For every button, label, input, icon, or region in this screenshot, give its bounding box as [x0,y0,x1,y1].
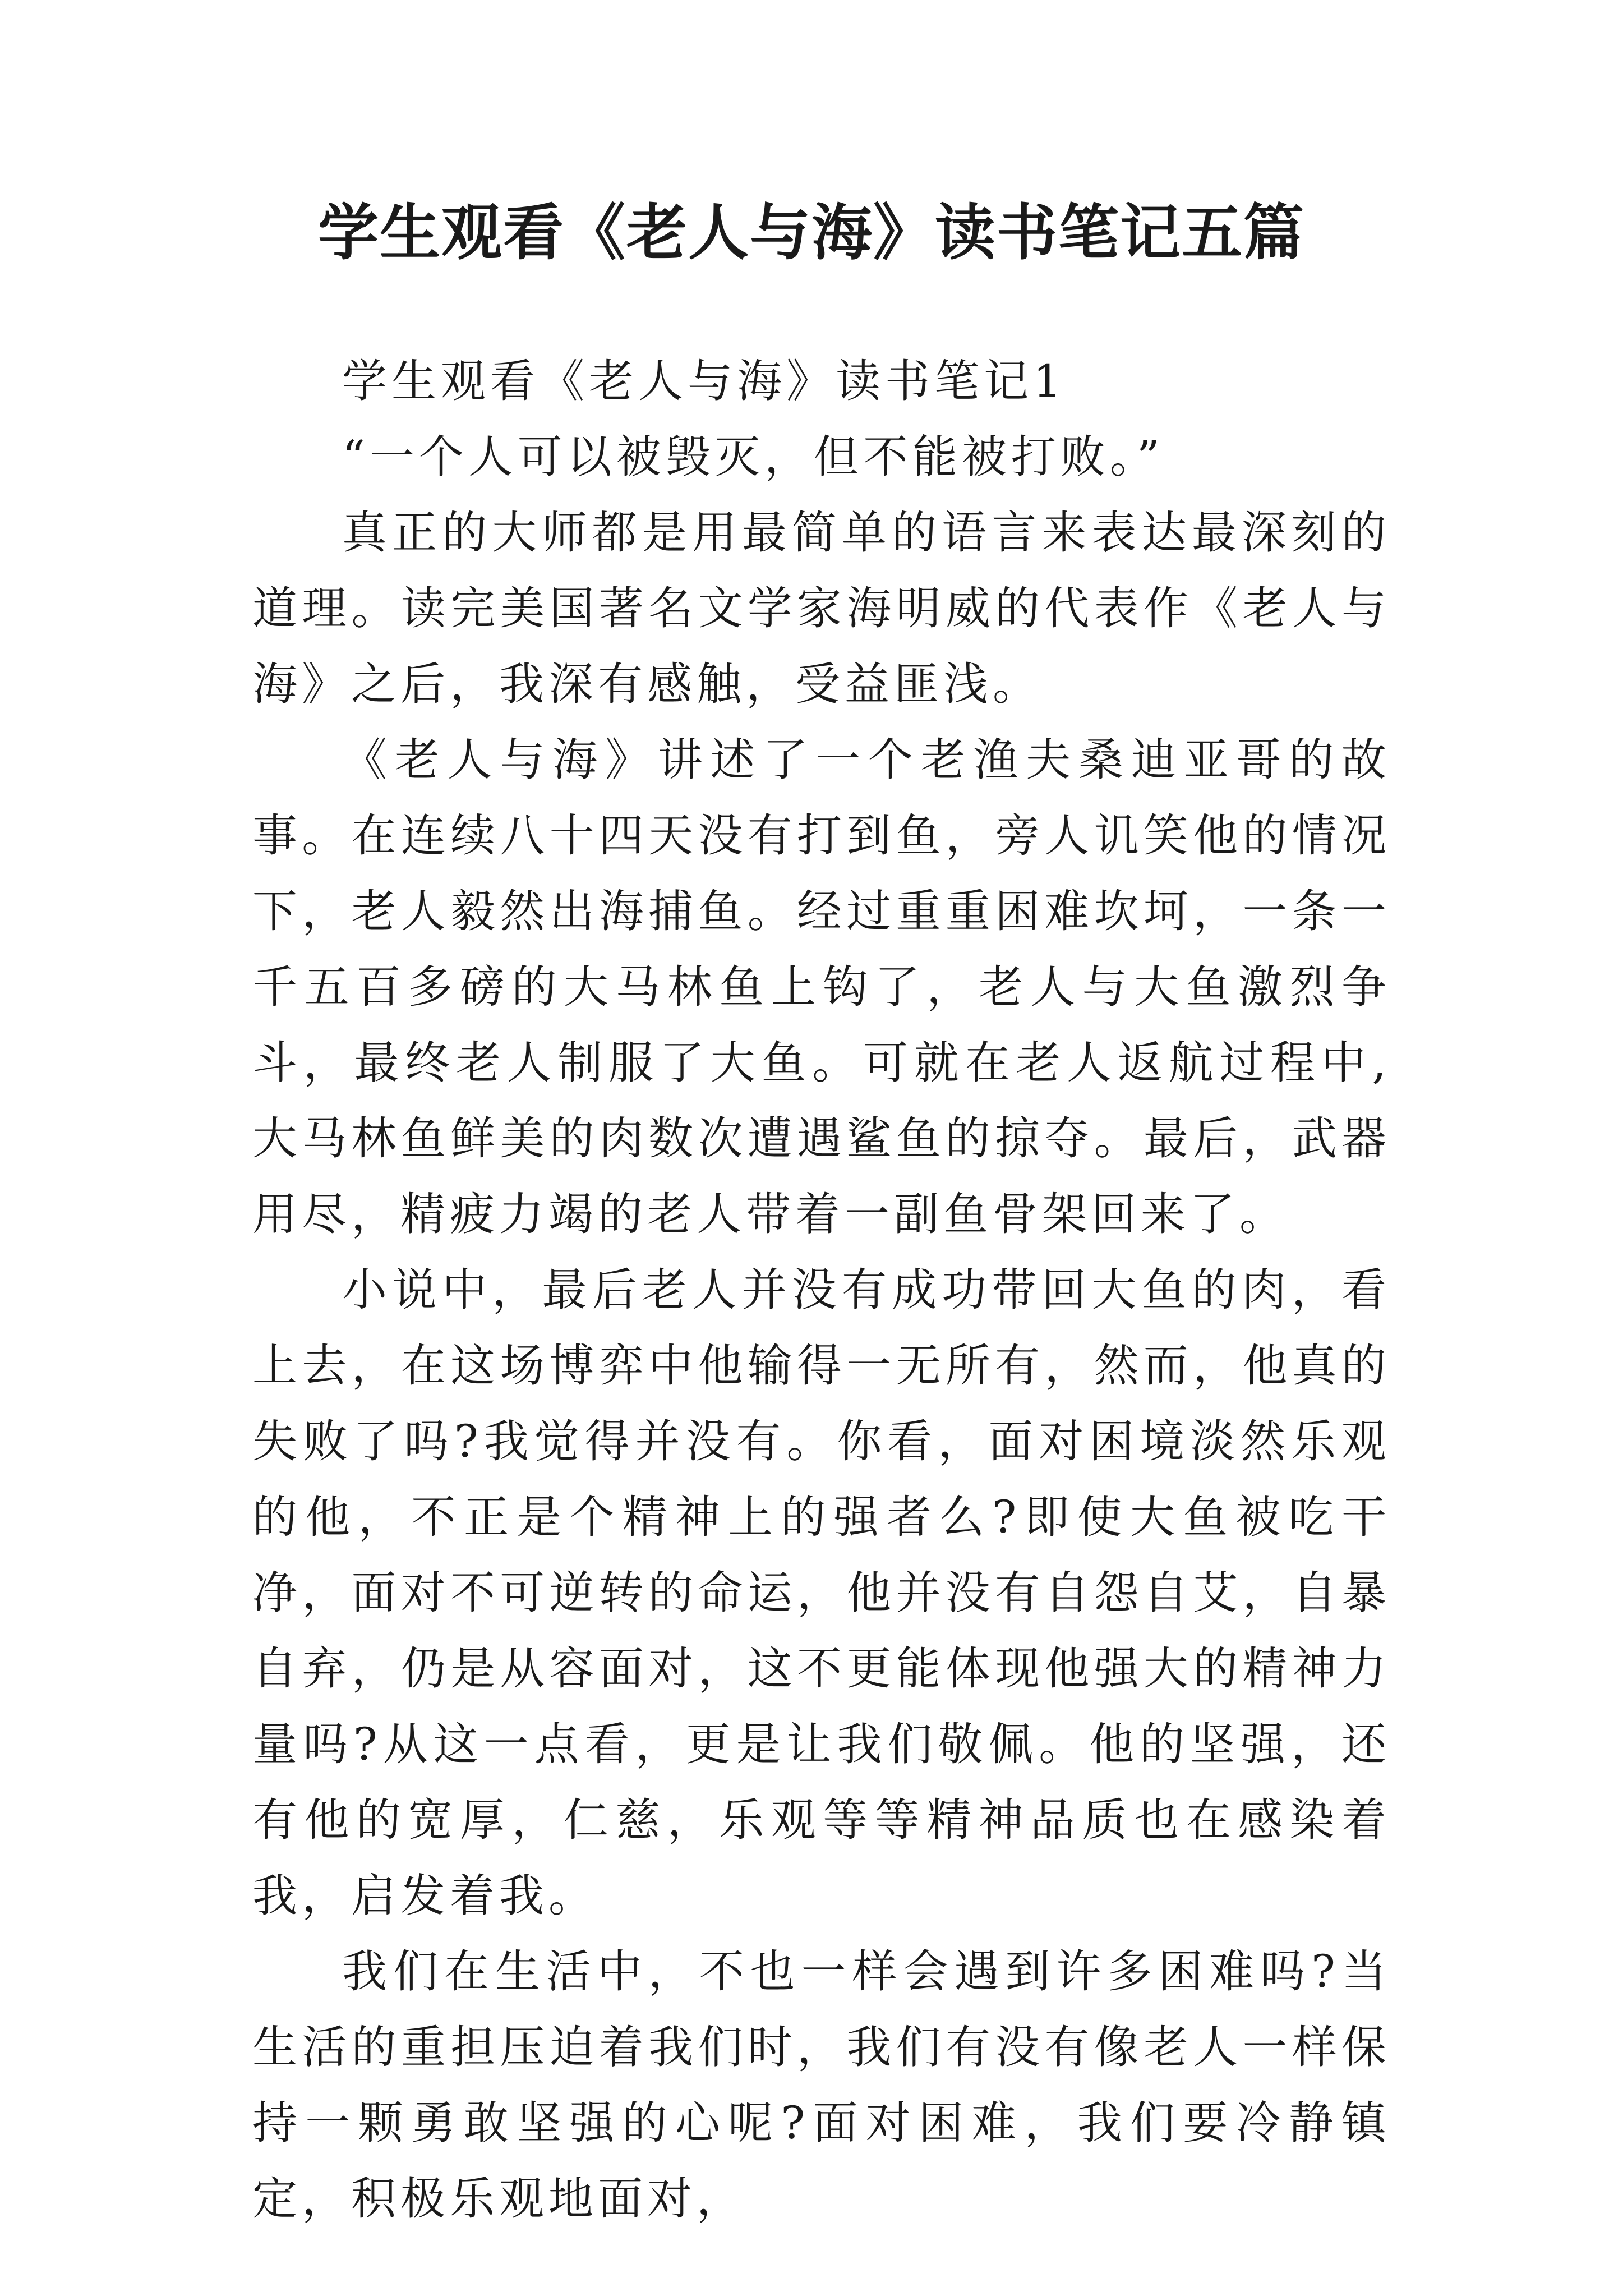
paragraph-quote: “一个人可以被毁灭，但不能被打败。” [342,431,1164,483]
paragraph: 小说中，最后老人并没有成功带回大鱼的肉，看上去，在这场博弈中他输得一无所有，然而，他真的失败了吗?我觉得并没有。你看，面对困境淡然乐观的他，不正是个精神上的强者么?即使大鱼被吃干净，面对不可逆转的命运，他并没有自怨自艾，自暴自弃，仍是从容面对，这不更能体现他强大的精神力量吗?从这一点看，更是让我们敬佩。他的坚强，还有他的宽厚，仁慈，乐观等等精神品质也在感染着我，启发着我。 [252,1264,1391,1922]
document-body [252,343,1391,2237]
paragraph: 我们在生活中，不也一样会遇到许多困难吗?当生活的重担压迫着我们时，我们有没有像老人一样保持一颗勇敢坚强的心呢?面对困难，我们要冷静镇定，积极乐观地面对， [252,1945,1391,2225]
paragraph-subtitle: 学生观看《老人与海》读书笔记1 [342,355,1066,407]
paragraph: 真正的大师都是用最简单的语言来表达最深刻的道理。读完美国著名文学家海明威的代表作《老人与海》之后，我深有感触，受益匪浅。 [252,507,1391,710]
paragraph: 《老人与海》讲述了一个老渔夫桑迪亚哥的故事。在连续八十四天没有打到鱼，旁人讥笑他的情况下，老人毅然出海捕鱼。经过重重困难坎坷，一条一千五百多磅的大马林鱼上钩了，老人与大鱼激烈争斗，最终老人制服了大鱼。可就在老人返航过程中,大马林鱼鲜美的肉数次遭遇鲨鱼的掠夺。最后，武器用尽，精疲力竭的老人带着一副鱼骨架回来了。 [252,734,1391,1240]
page-title: 学生观看《老人与海》读书笔记五篇 [317,197,1305,268]
